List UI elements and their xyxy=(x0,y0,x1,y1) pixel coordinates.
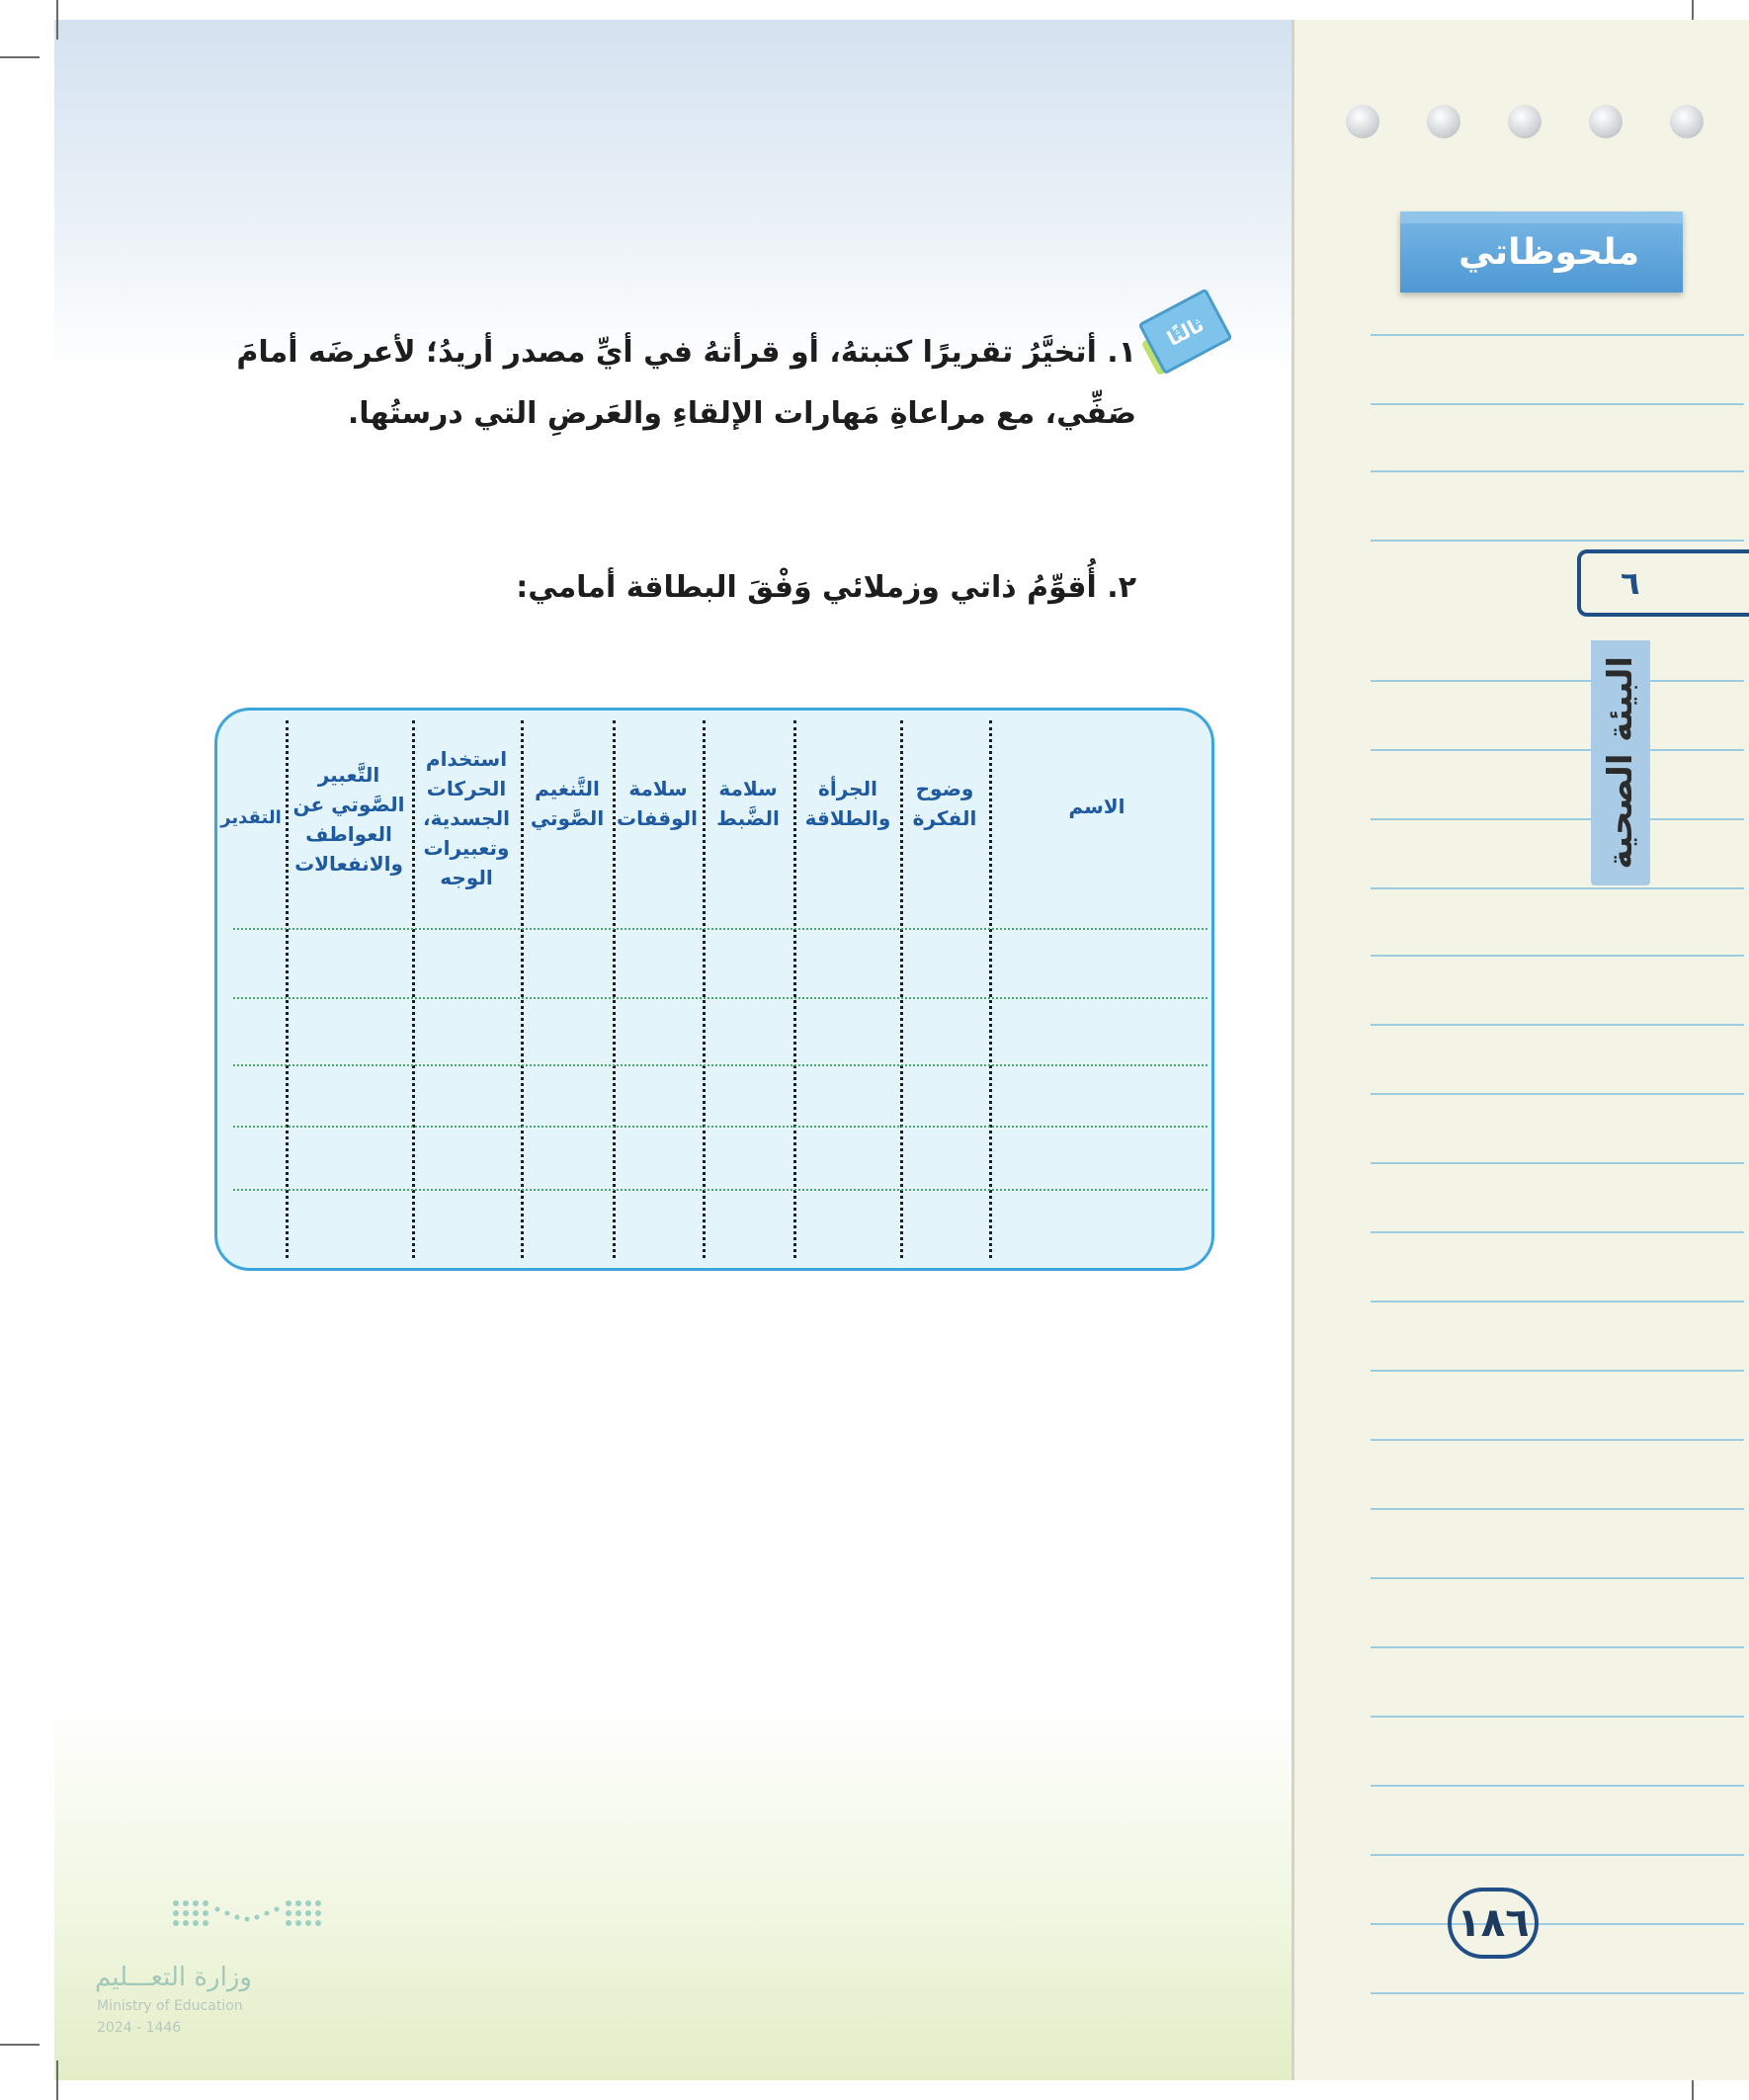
binder-hole-icon xyxy=(1427,105,1460,138)
ruled-line xyxy=(1371,1923,1744,1925)
ruled-line xyxy=(1371,1716,1744,1718)
column-separator xyxy=(989,720,992,1258)
header-intonation: التَّنغيم الصَّوتي xyxy=(530,777,605,830)
column-separator xyxy=(793,720,796,1258)
header-body-language: استخدام الحركات الجسدية، وتعبيرات الوجه xyxy=(423,747,510,889)
ruled-line xyxy=(1371,1301,1744,1302)
evaluation-table xyxy=(214,708,1214,1271)
column-separator xyxy=(521,720,524,1258)
ministry-name-en: Ministry of Education xyxy=(97,1998,243,2014)
ruled-line xyxy=(1371,818,1744,820)
binder-hole-icon xyxy=(1589,105,1623,138)
binder-hole-icon xyxy=(1508,105,1541,138)
notes-title-tab xyxy=(1400,211,1683,293)
unit-title: البيئة الصحية xyxy=(1601,656,1640,870)
page-number xyxy=(1448,1888,1539,1959)
header-pauses-accuracy: سلامة الوقفات xyxy=(616,777,698,830)
ruled-line xyxy=(1371,1992,1744,1994)
instruction-item-1: ١. أتخيَّرُ تقريرًا كتبتهُ، أو قرأتهُ في أيِّ مصدر أريدُ؛ لأعرضَه أمامَ صَفِّي، مع مراعاةِ مَهارات الإلقاءِ والعَرضِ التي درستُها. xyxy=(236,335,1136,431)
notes-title: ملحوظاتي xyxy=(1458,231,1639,273)
column-separator xyxy=(703,720,706,1258)
column-separator xyxy=(412,720,415,1258)
row-separator xyxy=(233,1064,1208,1066)
binder-hole-icon xyxy=(1346,105,1379,138)
crop-mark xyxy=(0,56,40,58)
ruled-line xyxy=(1371,1370,1744,1372)
ruled-line xyxy=(1371,1439,1744,1441)
row-separator xyxy=(233,1189,1208,1191)
ruled-line xyxy=(1371,1785,1744,1787)
ruled-line xyxy=(1371,1231,1744,1233)
header-vocal-expression: التَّعبير الصَّوتي عن العواطف والانفعالات xyxy=(292,763,405,876)
ruled-line xyxy=(1371,680,1744,682)
ruled-line xyxy=(1371,470,1744,472)
column-separator xyxy=(613,720,616,1258)
binder-hole-icon xyxy=(1670,105,1704,138)
notes-panel xyxy=(1291,20,1749,2080)
ruled-line xyxy=(1371,1646,1744,1648)
column-separator xyxy=(900,720,903,1258)
ruled-line xyxy=(1371,1093,1744,1095)
ruled-line xyxy=(1371,540,1744,542)
ministry-logo-icon xyxy=(168,1895,326,1939)
page-number-text: ١٨٦ xyxy=(1457,1900,1530,1946)
header-boldness-fluency: الجرأة والطلاقة xyxy=(804,777,891,830)
crop-mark xyxy=(56,0,58,40)
ruled-line xyxy=(1371,1162,1744,1164)
header-grade: التقدير xyxy=(220,807,282,828)
ruled-line xyxy=(1371,1508,1744,1510)
instruction-item-2: ٢. أُقوِّمُ ذاتي وزملائي وَفْقَ البطاقة أمامي: xyxy=(516,570,1136,605)
unit-number: ٦ xyxy=(1621,564,1640,602)
row-separator xyxy=(233,928,1208,930)
unit-ribbon xyxy=(1591,640,1650,885)
crop-mark xyxy=(0,2044,40,2046)
unit-number-box xyxy=(1577,549,1749,617)
ruled-line xyxy=(1371,1854,1744,1856)
badge-label: ثالثًا xyxy=(1163,311,1208,351)
column-separator xyxy=(286,720,289,1258)
ministry-name-ar: وزارة التعـــليم xyxy=(95,1963,252,1992)
ruled-line xyxy=(1371,1577,1744,1579)
ministry-year: 2024 - 1446 xyxy=(97,2020,182,2036)
header-idea-clarity: وضوح الفكرة xyxy=(912,777,977,830)
ruled-line xyxy=(1371,1024,1744,1026)
row-separator xyxy=(233,997,1208,999)
ruled-line xyxy=(1371,955,1744,957)
crop-mark xyxy=(56,2060,58,2100)
ruled-line xyxy=(1371,749,1744,751)
ruled-line xyxy=(1371,334,1744,336)
ruled-line xyxy=(1371,403,1744,405)
ruled-line xyxy=(1371,887,1744,889)
header-name: الاسم xyxy=(1068,795,1125,818)
header-grammar-accuracy: سلامة الضَّبط xyxy=(716,777,780,830)
row-separator xyxy=(233,1126,1208,1128)
